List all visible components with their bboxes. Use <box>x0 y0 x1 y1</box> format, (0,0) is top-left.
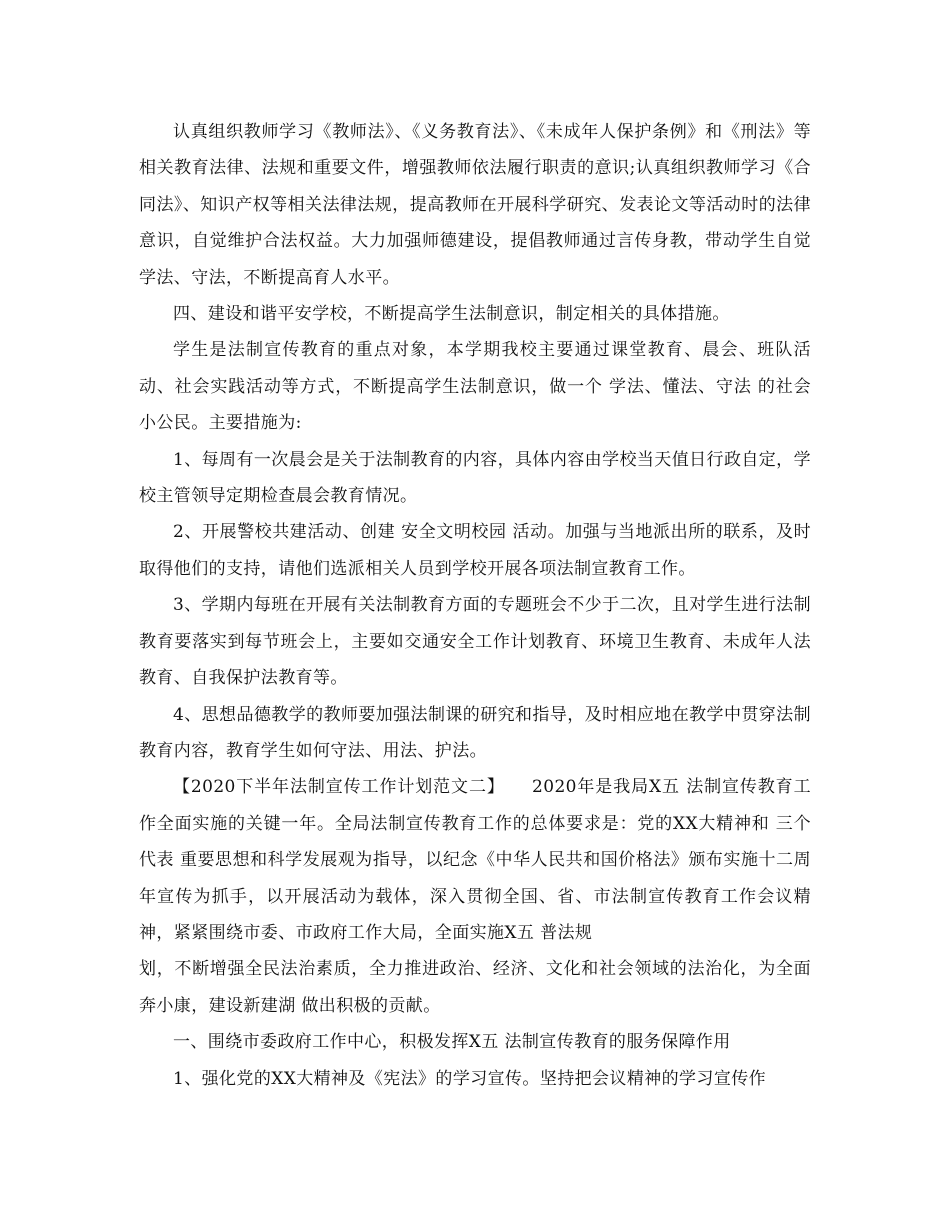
paragraph-teacher-law-study: 认真组织教师学习《教师法》、《义务教育法》、《未成年人保护条例》和《刑法》等相关教育法律、法规和重要文件，增强教师依法履行职责的意识;认真组织教师学习《合同法》、知识产权等相关法律法规，提高教师在开展科学研究、发表论文等活动时的法律意识，自觉维护合法权益。大力加强师德建设，提倡教师通过言传身教，带动学生自觉学法、守法，不断提高育人水平。 <box>139 122 811 288</box>
measure-item-4: 4、思想品德教学的教师要加强法制课的研究和指导，及时相应地在教学中贯穿法制教育内容，教育学生如何守法、用法、护法。 <box>139 704 811 761</box>
item-1-constitution: 1、强化党的XX大精神及《宪法》的学习宣传。坚持把会议精神的学习宣传作 <box>173 1068 767 1089</box>
paragraph-plan-two-continued: 划，不断增强全民法治素质，全力推进政治、经济、文化和社会领域的法治化，为全面奔小康，建设新建湖 做出积极的贡献。 <box>139 959 811 1016</box>
measure-item-2: 2、开展警校共建活动、创建 安全文明校园 活动。加强与当地派出所的联系，及时取得他们的支持，请他们选派相关人员到学校开展各项法制宣教育工作。 <box>139 522 811 579</box>
measure-item-1: 1、每周有一次晨会是关于法制教育的内容，具体内容由学校当天值日行政自定，学校主管领导定期检查晨会教育情况。 <box>139 449 811 507</box>
section-heading-one: 一、围绕市委政府工作中心，积极发挥X五 法制宣传教育的服务保障作用 <box>173 1032 731 1053</box>
section-heading-four: 四、建设和谐平安学校，不断提高学生法制意识，制定相关的具体措施。 <box>173 304 730 325</box>
paragraph-students-focus: 学生是法制宣传教育的重点对象，本学期我校主要通过课堂教育、晨会、班队活动、社会实践活动等方式，不断提高学生法制意识，做一个 学法、懂法、守法 的社会小公民。主要措施为: <box>139 340 811 434</box>
document-body <box>139 114 811 1097</box>
paragraph-plan-two: 【2020下半年法制宣传工作计划范文二】 2020年是我局X五 法制宣传教育工作全面实施的关键一年。全局法制宣传教育工作的总体要求是：党的XX大精神和 三个代表 重要思想和科学发展观为指导，以纪念《中华人民共和国价格法》颁布实施十二周年宣传为抓手，以开展活动为载体，深入贯彻全国、省、市法制宣传教育工作会议精神，紧紧围绕市委、市政府工作大局，全面实施X五 普法规 <box>139 777 811 943</box>
measure-item-3: 3、学期内每班在开展有关法制教育方面的专题班会不少于二次，且对学生进行法制教育要落实到每节班会上，主要如交通安全工作计划教育、环境卫生教育、未成年人法教育、自我保护法教育等。 <box>139 595 811 689</box>
